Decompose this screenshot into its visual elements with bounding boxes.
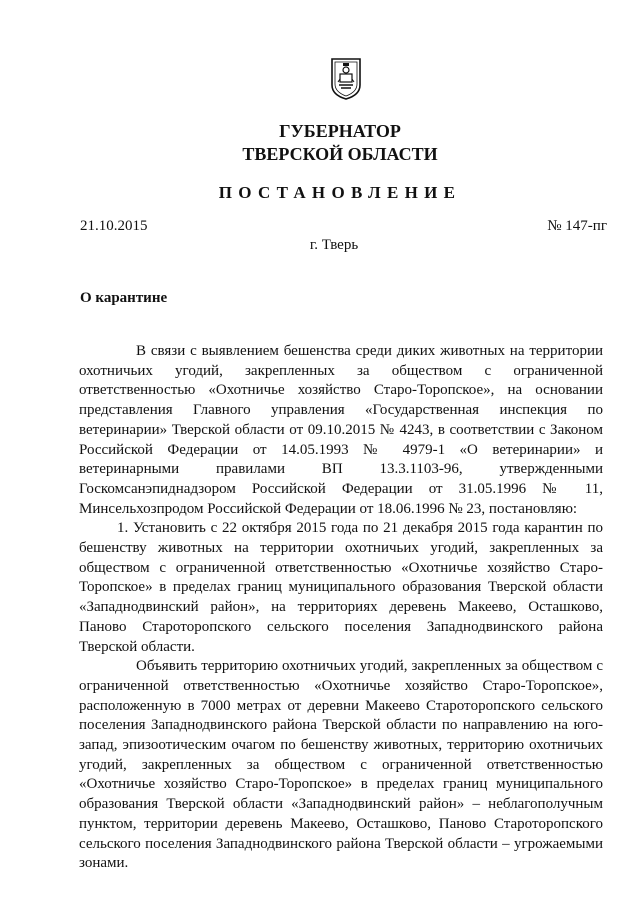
body-paragraph: В связи с выявлением бешенства среди диких животных на территории охотничьих угодий, закрепленных за обществом с ограниченной ответственностью «Охотничье хозяйство Старо-Торопское», на основании представления Главного управления «Государственная инспекция по ветеринарии» Тверской области от 09.10.2015 № 4243, в соответствии с Законом Российской Федерации от 14.05.1993 № 4979-1 «О ветеринарии» и ветеринарными правилами ВП 13.3.1103-96, утвержденными Госкомсанэпиднадзором Российской Федерации от 31.05.1996 № 11, Минсельхозпродом Российской Федерации от 18.06.1996 № 23, постановляю: bbox=[79, 343, 603, 517]
document-number: № 147-пг bbox=[547, 218, 607, 234]
body-paragraph: Объявить территорию охотничьих угодий, закрепленных за обществом с ограниченной ответственностью «Охотничье хозяйство Старо-Торопское», расположенную в 7000 метрах от деревни Макеево Старотoропского сельского поселения Западнодвинского района Тверской области по направлению на юго-запад, эпизоотическим очагом по бешенству животных, территорию охотничьих угодий, закрепленных за обществом с ограниченной ответственностью «Охотничье хозяйство Старо-Торопское» в пределах границ муниципального образования Тверской области «Западнодвинский район» – неблагополучным пунктом, территории деревень Макеево, Осташково, Паново Старотoропского сельского поселения Западнодвинского района Тверской области – угрожаемыми зонами. bbox=[79, 658, 603, 872]
document-type: ПОСТАНОВЛЕНИЕ bbox=[218, 183, 462, 202]
document-date: 21.10.2015 bbox=[80, 218, 148, 234]
issuer-region: ТВЕРСКОЙ ОБЛАСТИ bbox=[242, 144, 438, 164]
body-paragraph: 1. Установить с 22 октября 2015 года по 21 декабря 2015 года карантин по бешенству животных на территории охотничьих угодий, закрепленных за обществом с ограниченной ответственностью «Охотничье хозяйство Старо-Торопское» в пределах границ муниципального образования Тверской области «Западнодвинский район», на территориях деревень Макеево, Осташково, Паново Старотoропского сельского поселения Западнодвинского района Тверской области. bbox=[79, 520, 603, 655]
document-body bbox=[79, 342, 603, 874]
issuer-title: ГУБЕРНАТОР bbox=[279, 121, 401, 141]
document-subject: О карантине bbox=[80, 290, 168, 306]
coat-of-arms-icon bbox=[330, 57, 362, 101]
document-city: г. Тверь bbox=[309, 237, 359, 253]
